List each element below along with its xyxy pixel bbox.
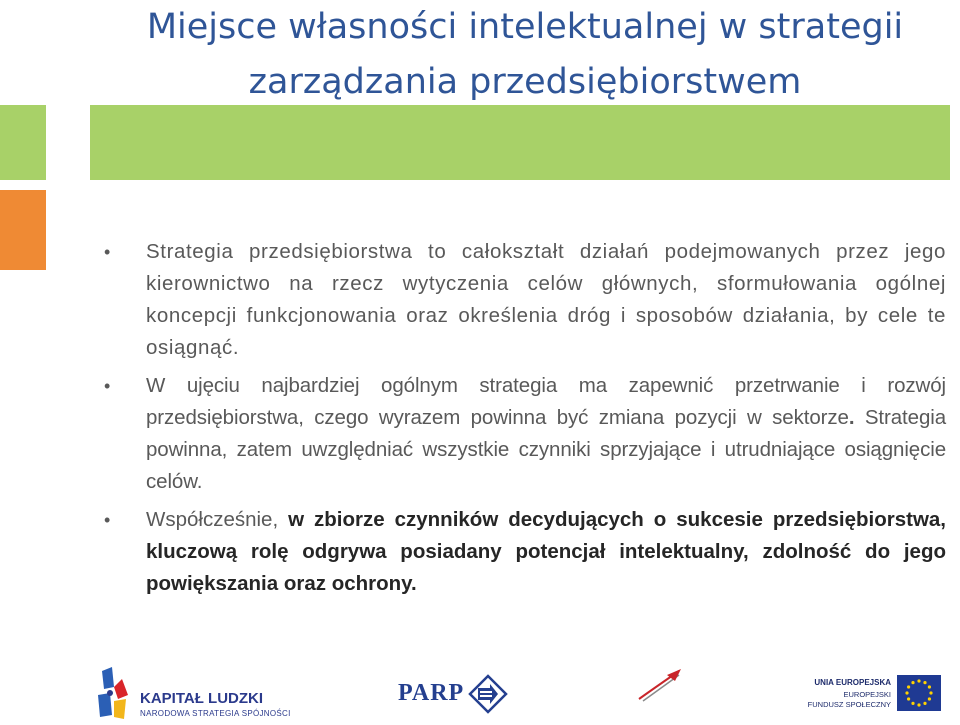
- bullet-text-dot: .: [848, 406, 855, 429]
- eu-line-1: UNIA EUROPEJSKA: [814, 678, 891, 687]
- footer-logos: [0, 655, 960, 725]
- eu-line-3: FUNDUSZ SPOŁECZNY: [807, 700, 891, 709]
- ministry-plane-icon: [633, 665, 683, 705]
- bullet-strategy-definition: [104, 236, 946, 364]
- ministry-logo: [633, 665, 693, 723]
- parp-wordmark: PARP: [398, 680, 465, 706]
- green-accent-square: [0, 105, 46, 180]
- kapital-ludzki-emblem-icon: [92, 665, 136, 721]
- bullet-strategy-survival: [104, 370, 946, 498]
- bullet-dot: •: [104, 510, 111, 530]
- bullet-dot: •: [104, 242, 111, 262]
- bullet-text-part1: W ujęciu najbardziej ogólnym strategia ma zapewnić przetrwanie i rozwój przedsiębiorstwa, czego wyrazem powinna być zmiana pozycji w sektorze: [146, 374, 946, 429]
- bullet-text-strong: w zbiorze czynników decydujących o sukcesie przedsiębiorstwa, kluczową rolę odgrywa posiadany potencjał intelektualny, zdolność do jego powiększania oraz ochrony.: [146, 508, 947, 595]
- eu-flag-icon: [897, 675, 941, 711]
- eu-logo: [805, 675, 955, 725]
- title-line-1: Miejsce własności intelektualnej w strategii: [146, 7, 904, 47]
- bullet-text-part2: Strategia powinna, zatem uwzględniać wszystkie czynniki sprzyjające i utrudniające osiągnięcie celów.: [146, 406, 946, 493]
- kapital-ludzki-logo: [92, 665, 291, 721]
- orange-accent-square: [0, 190, 46, 270]
- green-accent-bar: [90, 105, 950, 180]
- eu-line-2: EUROPEJSKI: [843, 690, 891, 699]
- bullet-intellectual-potential: [104, 504, 946, 600]
- parp-logo: [398, 670, 508, 715]
- parp-arrows-icon: [468, 674, 508, 714]
- bullet-text: Strategia przedsiębiorstwa to całokształt działań podejmowanych przez jego kierownictwo na rzecz wytyczenia celów głównych, sformułowania ogólnej koncepcji funkcjonowania oraz określenia dróg i sposobów działania, by cele te osiągnąć.: [146, 240, 946, 359]
- bullet-text-lead: Współcześnie,: [146, 508, 289, 531]
- title-line-2: zarządzania przedsiębiorstwem: [248, 62, 802, 102]
- bullet-dot: •: [104, 376, 111, 396]
- slide-content: [104, 236, 946, 606]
- kapital-ludzki-subtitle: NARODOWA STRATEGIA SPÓJNOŚCI: [140, 709, 291, 718]
- page-title: [95, 0, 955, 110]
- kapital-ludzki-title: KAPITAŁ LUDZKI: [140, 690, 264, 707]
